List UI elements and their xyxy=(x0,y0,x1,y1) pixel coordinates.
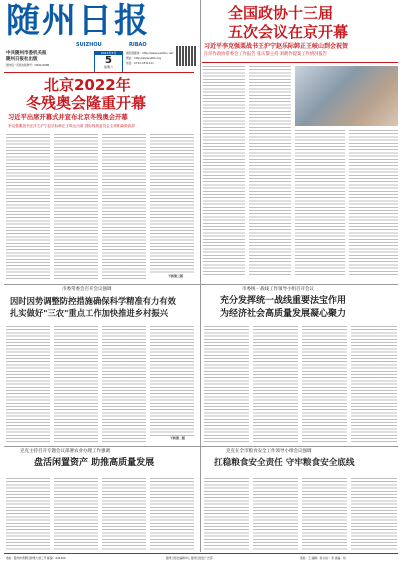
paralympic-head-1: 北京2022年 xyxy=(44,76,131,94)
right-mid-head-1: 充分发挥统一战线重要法宝作用 xyxy=(220,296,347,306)
left-bottom-kicker: 克克主持召开专题会议部署农业办理工作强调 xyxy=(20,449,110,454)
cppcc-head-2: 五次会议在京开幕 xyxy=(228,23,349,41)
paralympic-sub-1: 习近平出席开幕式并宣布北京冬残奥会开幕 xyxy=(8,114,128,121)
left-mid-body-1 xyxy=(6,326,50,442)
masthead-publisher: 中共随州市委机关报 xyxy=(6,51,47,56)
paralympic-body-1 xyxy=(6,134,50,280)
cppcc-body-1 xyxy=(203,66,245,276)
section-divider-2 xyxy=(4,446,398,447)
masthead-issue-no: 国内统一连续出版物号：CN42-0086 xyxy=(6,64,50,67)
right-bottom-story xyxy=(202,448,398,478)
left-bottom-story xyxy=(4,448,198,478)
right-bottom-body-3 xyxy=(302,478,347,550)
masthead-latin-right: RIBAO xyxy=(129,42,147,48)
right-mid-body-1 xyxy=(204,326,249,442)
footer-left: 地址：随州市曾都区鲜果大道三号 邮编：441300 xyxy=(6,556,66,560)
left-bottom-body-4 xyxy=(150,478,194,550)
masthead-info-1: 网站：http://www.szbb.org xyxy=(126,56,161,60)
vertical-divider xyxy=(200,0,201,552)
cppcc-body-2 xyxy=(249,66,291,276)
date-box xyxy=(94,51,123,73)
masthead-info-2: 电话：0722-3311111 xyxy=(126,61,154,65)
section-divider-1 xyxy=(4,284,398,285)
right-mid-kicker: 市委统一战线工作领导小组召开会议 xyxy=(242,287,314,292)
masthead-info-0: 国家级媒体：http://www.suizhou.net xyxy=(126,51,174,55)
cppcc-body-4 xyxy=(349,130,398,276)
cppcc-sub-2: 汪洋作政协常委会工作报告 张庆黎主持 刘鹤作提案工作情况报告 xyxy=(204,52,328,57)
masthead-title: 随州日报 xyxy=(6,1,150,41)
paralympic-continued: 下转第三版 xyxy=(168,274,184,278)
footer-right: 值班：王 编辑：杨 校对：李 美编：刘 xyxy=(300,556,346,560)
right-mid-body-3 xyxy=(302,326,347,442)
date-weekday: 星期六 xyxy=(103,65,113,70)
left-mid-story xyxy=(4,286,198,326)
paralympic-body-2 xyxy=(54,134,98,280)
left-mid-continued: 下转第二版 xyxy=(170,436,186,440)
left-bottom-body-2 xyxy=(54,478,98,550)
right-mid-head-2: 为经济社会高质量发展凝心聚力 xyxy=(220,309,347,319)
paralympic-body-4 xyxy=(150,134,194,274)
cppcc-sub-1: 习近平李克强栗战书王沪宁赵乐际韩正王岐山到会祝贺 xyxy=(204,43,349,50)
right-mid-story xyxy=(202,286,398,326)
masthead-divider xyxy=(4,72,194,73)
footer-mid: 随州日报社编辑中心 随州日报社广告部 xyxy=(166,556,213,560)
right-bottom-head: 扛稳粮食安全责任 守牢粮食安全底线 xyxy=(214,458,355,468)
qr-code-icon xyxy=(176,46,196,66)
cppcc-head-1: 全国政协十三届 xyxy=(228,4,334,22)
cppcc-photo xyxy=(295,66,398,126)
cppcc-body-3 xyxy=(295,130,345,276)
right-bottom-body-4 xyxy=(351,478,397,550)
left-mid-kicker: 市委常委会召开会议强调 xyxy=(62,287,112,292)
left-mid-head-2: 扎实做好"三农"重点工作加快推进乡村振兴 xyxy=(10,308,168,318)
paralympic-sub-2: 李克强栗战书汪洋王沪宁赵乐际韩正王岐山出席 国际残奥委员会主席帕森斯致辞 xyxy=(8,124,135,128)
paralympic-body-3 xyxy=(102,134,146,280)
paralympic-head-2: 冬残奥会隆重开幕 xyxy=(26,94,147,112)
right-bottom-body-2 xyxy=(253,478,298,550)
right-bottom-body-1 xyxy=(204,478,249,550)
left-mid-body-4 xyxy=(150,326,194,436)
date-day: 5 xyxy=(105,55,112,67)
cppcc-rule xyxy=(202,62,398,63)
left-bottom-head: 盘活闲置资产 助推高质量发展 xyxy=(34,458,155,468)
left-bottom-body-3 xyxy=(102,478,146,550)
right-mid-body-4 xyxy=(351,326,397,442)
masthead-publisher-2: 随州日报社出版 xyxy=(6,57,38,62)
date-year-month: 2022年3月 xyxy=(95,52,122,55)
left-mid-body-3 xyxy=(102,326,146,442)
footer-rule xyxy=(4,553,398,554)
left-mid-body-2 xyxy=(54,326,98,442)
left-bottom-body-1 xyxy=(6,478,50,550)
left-mid-head-1: 因时因势调整防控措施确保科学精准有力有效 xyxy=(10,296,176,306)
right-bottom-kicker: 克克在全市粮食安全工作领导小组会议强调 xyxy=(226,449,312,454)
right-mid-body-2 xyxy=(253,326,298,442)
masthead-latin-left: SUIZHOU xyxy=(76,42,102,48)
